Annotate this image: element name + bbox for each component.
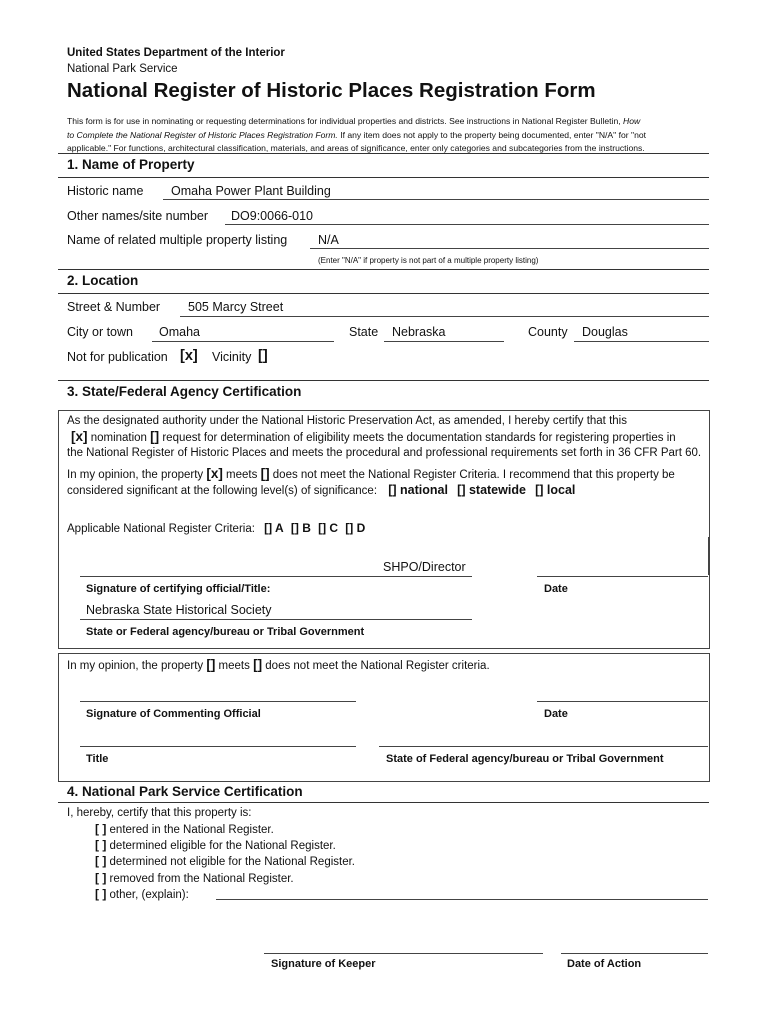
comment-agency-line bbox=[379, 746, 708, 747]
nomination-checkbox[interactable]: [x] bbox=[71, 429, 88, 444]
department-name: United States Department of the Interior bbox=[67, 47, 285, 59]
not-for-publication-label: Not for publication bbox=[67, 350, 168, 364]
vicinity-label: Vicinity bbox=[212, 350, 252, 364]
nps-option-other[interactable]: [ ] other, (explain): bbox=[95, 887, 189, 901]
level-statewide-checkbox[interactable]: [] statewide bbox=[457, 483, 526, 497]
criteria-c-checkbox[interactable]: [] C bbox=[318, 521, 339, 535]
certification-line-3: the National Register of Historic Places and meets the procedural and professional requirements set forth in 36 CFR Part 60. bbox=[67, 447, 702, 459]
multiple-property-label: Name of related multiple property listing bbox=[67, 233, 288, 247]
multiple-property-note: (Enter "N/A" if property is not part of a multiple property listing) bbox=[318, 256, 539, 265]
comment-signature-line bbox=[80, 701, 356, 702]
nps-option-removed[interactable]: [ ] removed from the National Register. bbox=[95, 871, 294, 885]
section-3-heading: 3. State/Federal Agency Certification bbox=[67, 384, 302, 399]
signature-label: Signature of certifying official/Title: bbox=[86, 583, 271, 595]
state-field[interactable]: Nebraska bbox=[392, 325, 446, 339]
section-divider bbox=[58, 269, 709, 270]
county-field[interactable]: Douglas bbox=[582, 325, 628, 339]
keeper-signature-line bbox=[264, 953, 543, 954]
date-line bbox=[537, 576, 708, 577]
comment-title-line bbox=[80, 746, 356, 747]
multiple-property-field[interactable]: N/A bbox=[318, 233, 339, 247]
section-divider bbox=[58, 802, 709, 803]
nps-option-not-eligible[interactable]: [ ] determined not eligible for the National Register. bbox=[95, 854, 355, 868]
state-line bbox=[384, 341, 504, 342]
city-field[interactable]: Omaha bbox=[159, 325, 200, 339]
nps-intro: I, hereby, certify that this property is: bbox=[67, 807, 252, 819]
section-divider bbox=[58, 293, 709, 294]
box-edge bbox=[708, 537, 709, 575]
agency-field[interactable]: Nebraska State Historical Society bbox=[86, 603, 272, 617]
action-date-line bbox=[561, 953, 708, 954]
nps-option-entered[interactable]: [ ] entered in the National Register. bbox=[95, 822, 274, 836]
historic-name-line bbox=[163, 199, 709, 200]
level-local-checkbox[interactable]: [] local bbox=[535, 483, 576, 497]
meets-checkbox[interactable]: [x] bbox=[206, 466, 223, 481]
comment-date-line bbox=[537, 701, 708, 702]
certification-line-1: As the designated authority under the National Historic Preservation Act, as amended, I hereby certify that this bbox=[67, 415, 627, 427]
not-for-publication-checkbox[interactable]: [x] bbox=[180, 348, 198, 364]
city-line bbox=[152, 341, 334, 342]
section-2-heading: 2. Location bbox=[67, 273, 139, 288]
signature-line bbox=[80, 576, 472, 577]
service-name: National Park Service bbox=[67, 63, 178, 75]
form-title: National Register of Historic Places Registration Form bbox=[67, 79, 596, 102]
signer-title-field[interactable]: SHPO/Director bbox=[383, 560, 466, 574]
criteria-d-checkbox[interactable]: [] D bbox=[345, 521, 366, 535]
keeper-signature-label: Signature of Keeper bbox=[271, 958, 376, 970]
street-line bbox=[180, 316, 709, 317]
county-label: County bbox=[528, 325, 568, 339]
county-line bbox=[574, 341, 709, 342]
shpo-opinion-line: In my opinion, the property [x] meets [] does not meet the National Register Criteria. I recommend that this property be bbox=[67, 466, 675, 481]
comment-meets-checkbox[interactable]: [] bbox=[206, 657, 216, 672]
section-divider bbox=[58, 153, 709, 154]
comment-opinion-line: In my opinion, the property [] meets [] does not meet the National Register criteria. bbox=[67, 657, 490, 672]
significance-line: considered significant at the following level(s) of significance: [] national [] statewide [] local bbox=[67, 483, 576, 497]
other-names-label: Other names/site number bbox=[67, 209, 209, 223]
action-date-label: Date of Action bbox=[567, 958, 642, 970]
determination-checkbox[interactable]: [] bbox=[150, 429, 160, 444]
historic-name-label: Historic name bbox=[67, 184, 144, 198]
city-label: City or town bbox=[67, 325, 133, 339]
certification-line-2: [x] nomination [] request for determination of eligibility meets the documentation standards for registering properties in bbox=[71, 429, 676, 444]
date-label: Date bbox=[544, 583, 568, 595]
agency-line bbox=[80, 619, 472, 620]
criteria-a-checkbox[interactable]: [] A bbox=[264, 521, 284, 535]
other-explain-line[interactable] bbox=[216, 899, 708, 900]
multiple-property-line bbox=[310, 248, 709, 249]
street-label: Street & Number bbox=[67, 300, 161, 314]
agency-label: State or Federal agency/bureau or Tribal Government bbox=[86, 626, 365, 638]
comment-title-label: Title bbox=[86, 753, 109, 765]
vicinity-checkbox[interactable]: [] bbox=[258, 348, 268, 364]
nps-option-eligible[interactable]: [ ] determined eligible for the National Register. bbox=[95, 838, 336, 852]
comment-date-label: Date bbox=[544, 708, 568, 720]
level-national-checkbox[interactable]: [] national bbox=[388, 483, 448, 497]
state-label: State bbox=[349, 325, 379, 339]
other-names-field[interactable]: DO9:0066-010 bbox=[231, 209, 314, 223]
comment-signature-label: Signature of Commenting Official bbox=[86, 708, 261, 720]
does-not-meet-checkbox[interactable]: [] bbox=[260, 466, 270, 481]
section-divider bbox=[58, 177, 709, 178]
section-divider bbox=[58, 380, 709, 381]
criteria-line: Applicable National Register Criteria: [] A [] B [] C [] D bbox=[67, 521, 366, 535]
section-4-heading: 4. National Park Service Certification bbox=[67, 784, 303, 799]
street-field[interactable]: 505 Marcy Street bbox=[188, 300, 284, 314]
criteria-b-checkbox[interactable]: [] B bbox=[290, 521, 311, 535]
other-names-line bbox=[225, 224, 709, 225]
comment-agency-label: State of Federal agency/bureau or Tribal Government bbox=[386, 753, 664, 765]
historic-name-field[interactable]: Omaha Power Plant Building bbox=[171, 184, 331, 198]
form-instructions: This form is for use in nominating or requesting determinations for individual properties and districts. See instructions in National Register Bulletin, How to Complete the National Register of Historic Places Registration Form. If any item does not apply to the property being documented, enter "N/A" for "not applicable." For functions, architectural classification, materials, and areas of significance, enter only categories and subcategories from the instructions. bbox=[67, 116, 647, 153]
section-1-heading: 1. Name of Property bbox=[67, 157, 195, 172]
comment-does-not-meet-checkbox[interactable]: [] bbox=[253, 657, 263, 672]
